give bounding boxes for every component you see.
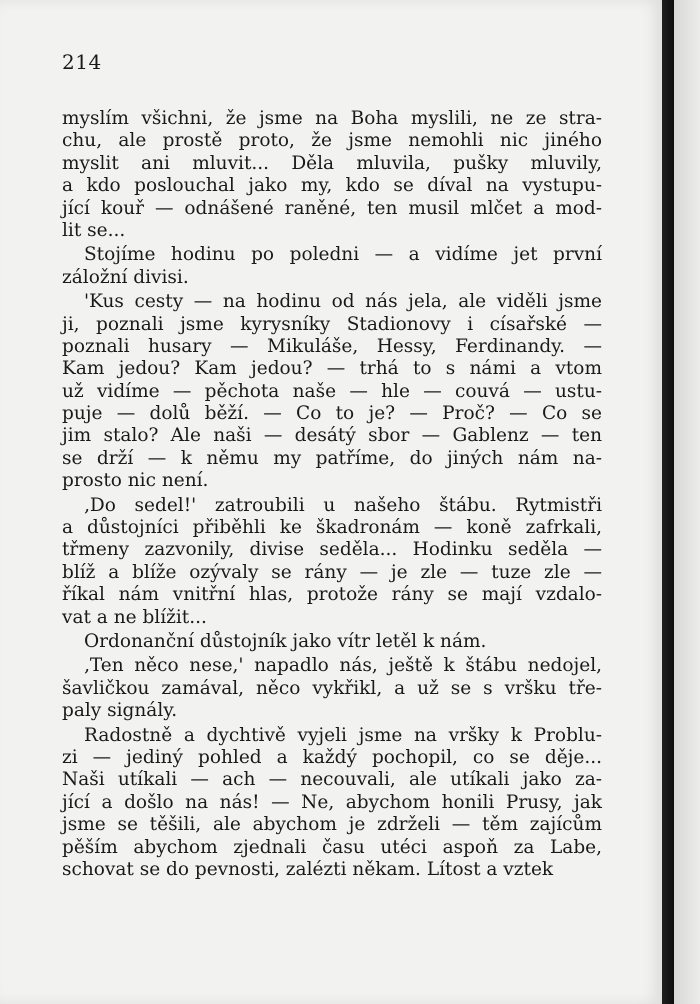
- next-page-edge: [674, 0, 700, 1004]
- paragraph: [62, 244, 602, 289]
- text-line: už vidíme — pěchota naše — hle — couvá — ustu-: [62, 380, 602, 402]
- text-line: prosto nic není.: [62, 470, 209, 492]
- text-line: jící a došlo na nás! — Ne, abychom honili Prusy, jak: [62, 791, 602, 813]
- paragraph: [62, 108, 602, 242]
- paragraph: [62, 655, 602, 722]
- text-line: Ordonanční důstojník jako vítr letěl k nám.: [84, 630, 487, 652]
- text-line: se drží — k němu my patříme, do jiných nám na-: [62, 447, 602, 469]
- text-line: pěším abychom zjednali času utéci aspoň za Labe,: [62, 836, 602, 858]
- text-line: chu, ale prostě proto, že jsme nemohli nic jiného: [62, 130, 602, 152]
- text-line: ‚Ten něco nese,' napadlo nás, ještě k štábu nedojel,: [84, 655, 602, 677]
- paragraph: [62, 725, 602, 882]
- paragraph: [62, 495, 602, 629]
- text-line: jsme se těšili, ale abychom je zdrželi — těm zajícům: [62, 814, 602, 836]
- text-line: myslím všichni, že jsme na Boha myslili, ne ze stra-: [62, 108, 602, 129]
- text-line: šavličkou zamával, něco vykřikl, a už se s vršku tře-: [62, 677, 602, 699]
- text-line: puje — dolů běží. — Co to je? — Proč? — Co se: [62, 403, 602, 425]
- text-line: a důstojníci přiběhli ke škadronám — koně zafrkali,: [62, 517, 602, 539]
- text-line: Radostně a dychtivě vyjeli jsme na vršky k Problu-: [84, 724, 602, 746]
- page-text: [62, 108, 602, 881]
- text-line: jící kouř — odnášené raněné, ten musil mlčet a mod-: [62, 197, 602, 219]
- text-line: Kam jedou? Kam jedou? — trhá to s námi a vtom: [62, 358, 602, 380]
- text-line: záložní divisi.: [62, 266, 189, 288]
- text-line: a kdo poslouchal jako my, kdo se díval na vystupu-: [62, 175, 602, 197]
- page-number: 214: [62, 50, 102, 74]
- text-line: zi — jediný pohled a každý pochopil, co se děje...: [62, 746, 602, 768]
- paragraph: [62, 631, 602, 653]
- text-line: paly signály.: [62, 700, 178, 722]
- book-gutter: [662, 0, 674, 1004]
- text-line: ‚Do sedel!' zatroubili u našeho štábu. Rytmistři: [84, 494, 602, 516]
- text-line: 'Kus cesty — na hodinu od nás jela, ale viděli jsme: [84, 291, 602, 313]
- paragraph: [62, 291, 602, 493]
- text-line: blíž a blíže ozývaly se rány — je zle — tuze zle —: [62, 561, 602, 583]
- text-line: myslit ani mluvit... Děla mluvila, pušky mluvily,: [62, 152, 602, 174]
- text-line: poznali husary — Mikuláše, Hessy, Ferdinandy. —: [62, 335, 602, 357]
- text-line: Stojíme hodinu po poledni — a vidíme jet první: [84, 244, 602, 266]
- text-line: vat a ne blížit...: [62, 606, 207, 628]
- text-line: jim stalo? Ale naši — desátý sbor — Gablenz — ten: [62, 425, 602, 447]
- text-line: třmeny zazvonily, divise seděla... Hodinku seděla —: [62, 539, 602, 561]
- text-line: lit se...: [62, 219, 126, 241]
- text-line: schovat se do pevnosti, zalézti někam. Lítost a vztek: [62, 858, 554, 880]
- text-line: Naši utíkali — ach — necouvali, ale utíkali jako za-: [62, 769, 602, 791]
- text-line: říkal nám vnitřní hlas, protože rány se mají vzdalo-: [62, 584, 602, 606]
- text-line: ji, poznali jsme kyrysníky Stadionovy i císařské —: [62, 313, 602, 335]
